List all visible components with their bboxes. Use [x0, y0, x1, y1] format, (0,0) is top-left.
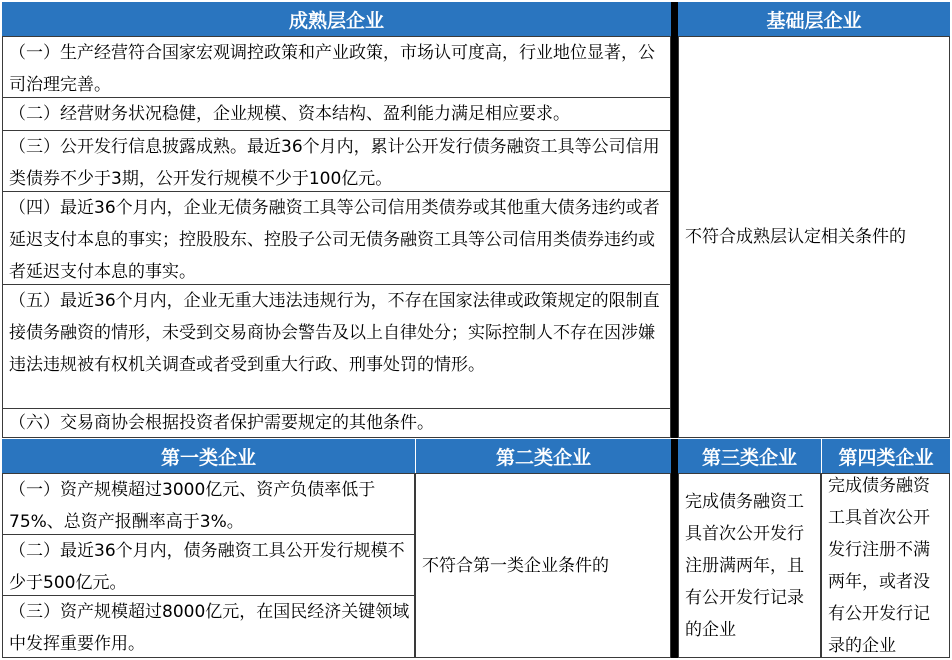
thick-divider-bottom — [671, 439, 678, 658]
mature-condition-3: （三）公开发行信息披露成熟。最近36个月内，累计公开发行债务融资工具等公司信用类债券不少于3期，公开发行规模不少于100亿元。 — [2, 130, 671, 192]
mature-condition-5: （五）最近36个月内，企业无重大违法违规行为，不存在国家法律或政策规定的限制直接债务融资的情形，未受到交易商协会警告及以上自律处分；实际控制人不存在因涉嫌违法违规被有权机关调查或者受到重大行政、刑事处罚的情形。 — [2, 284, 671, 409]
mature-condition-1: （一）生产经营符合国家宏观调控政策和产业政策，市场认可度高，行业地位显著，公司治理完善。 — [2, 36, 671, 98]
class1-condition-1: （一）资产规模超过3000亿元、资产负债率低于75%、总资产报酬率高于3%。 — [2, 473, 415, 535]
class1-condition-2: （二）最近36个月内，债务融资工具公开发行规模不少于500亿元。 — [2, 534, 415, 596]
class4-text: 完成债务融资工具首次公开发行注册不满两年，或者没有公开发行记录的企业 — [828, 475, 930, 656]
class3-header: 第三类企业 — [678, 439, 821, 473]
class3-text: 完成债务融资工具首次公开发行注册满两年，且有公开发行记录的企业 — [685, 491, 804, 640]
thick-divider-top — [671, 2, 678, 438]
class4-header: 第四类企业 — [821, 439, 950, 473]
class1-header: 第一类企业 — [2, 439, 415, 473]
class1-condition-3: （三）资产规模超过8000亿元，在国民经济关键领域中发挥重要作用。 — [2, 595, 415, 658]
mature-condition-2: （二）经营财务状况稳健，企业规模、资本结构、盈利能力满足相应要求。 — [2, 97, 671, 131]
mature-condition-6: （六）交易商协会根据投资者保护需要规定的其他条件。 — [2, 408, 671, 438]
basic-tier-label: 不符合成熟层认定相关条件的 — [685, 227, 906, 247]
class2-text: 不符合第一类企业条件的 — [422, 555, 609, 576]
basic-tier-header: 基础层企业 — [678, 2, 950, 36]
class3-cell — [678, 473, 821, 658]
class4-cell — [821, 473, 950, 658]
basic-tier-text — [678, 36, 950, 438]
mature-tier-header: 成熟层企业 — [2, 2, 671, 36]
mature-condition-4: （四）最近36个月内，企业无债务融资工具等公司信用类债券或其他重大债务违约或者延迟支付本息的事实；控股股东、控股子公司无债务融资工具等公司信用类债券违约或者延迟支付本息的事实。 — [2, 191, 671, 285]
class2-cell — [415, 473, 671, 658]
class2-header: 第二类企业 — [415, 439, 671, 473]
